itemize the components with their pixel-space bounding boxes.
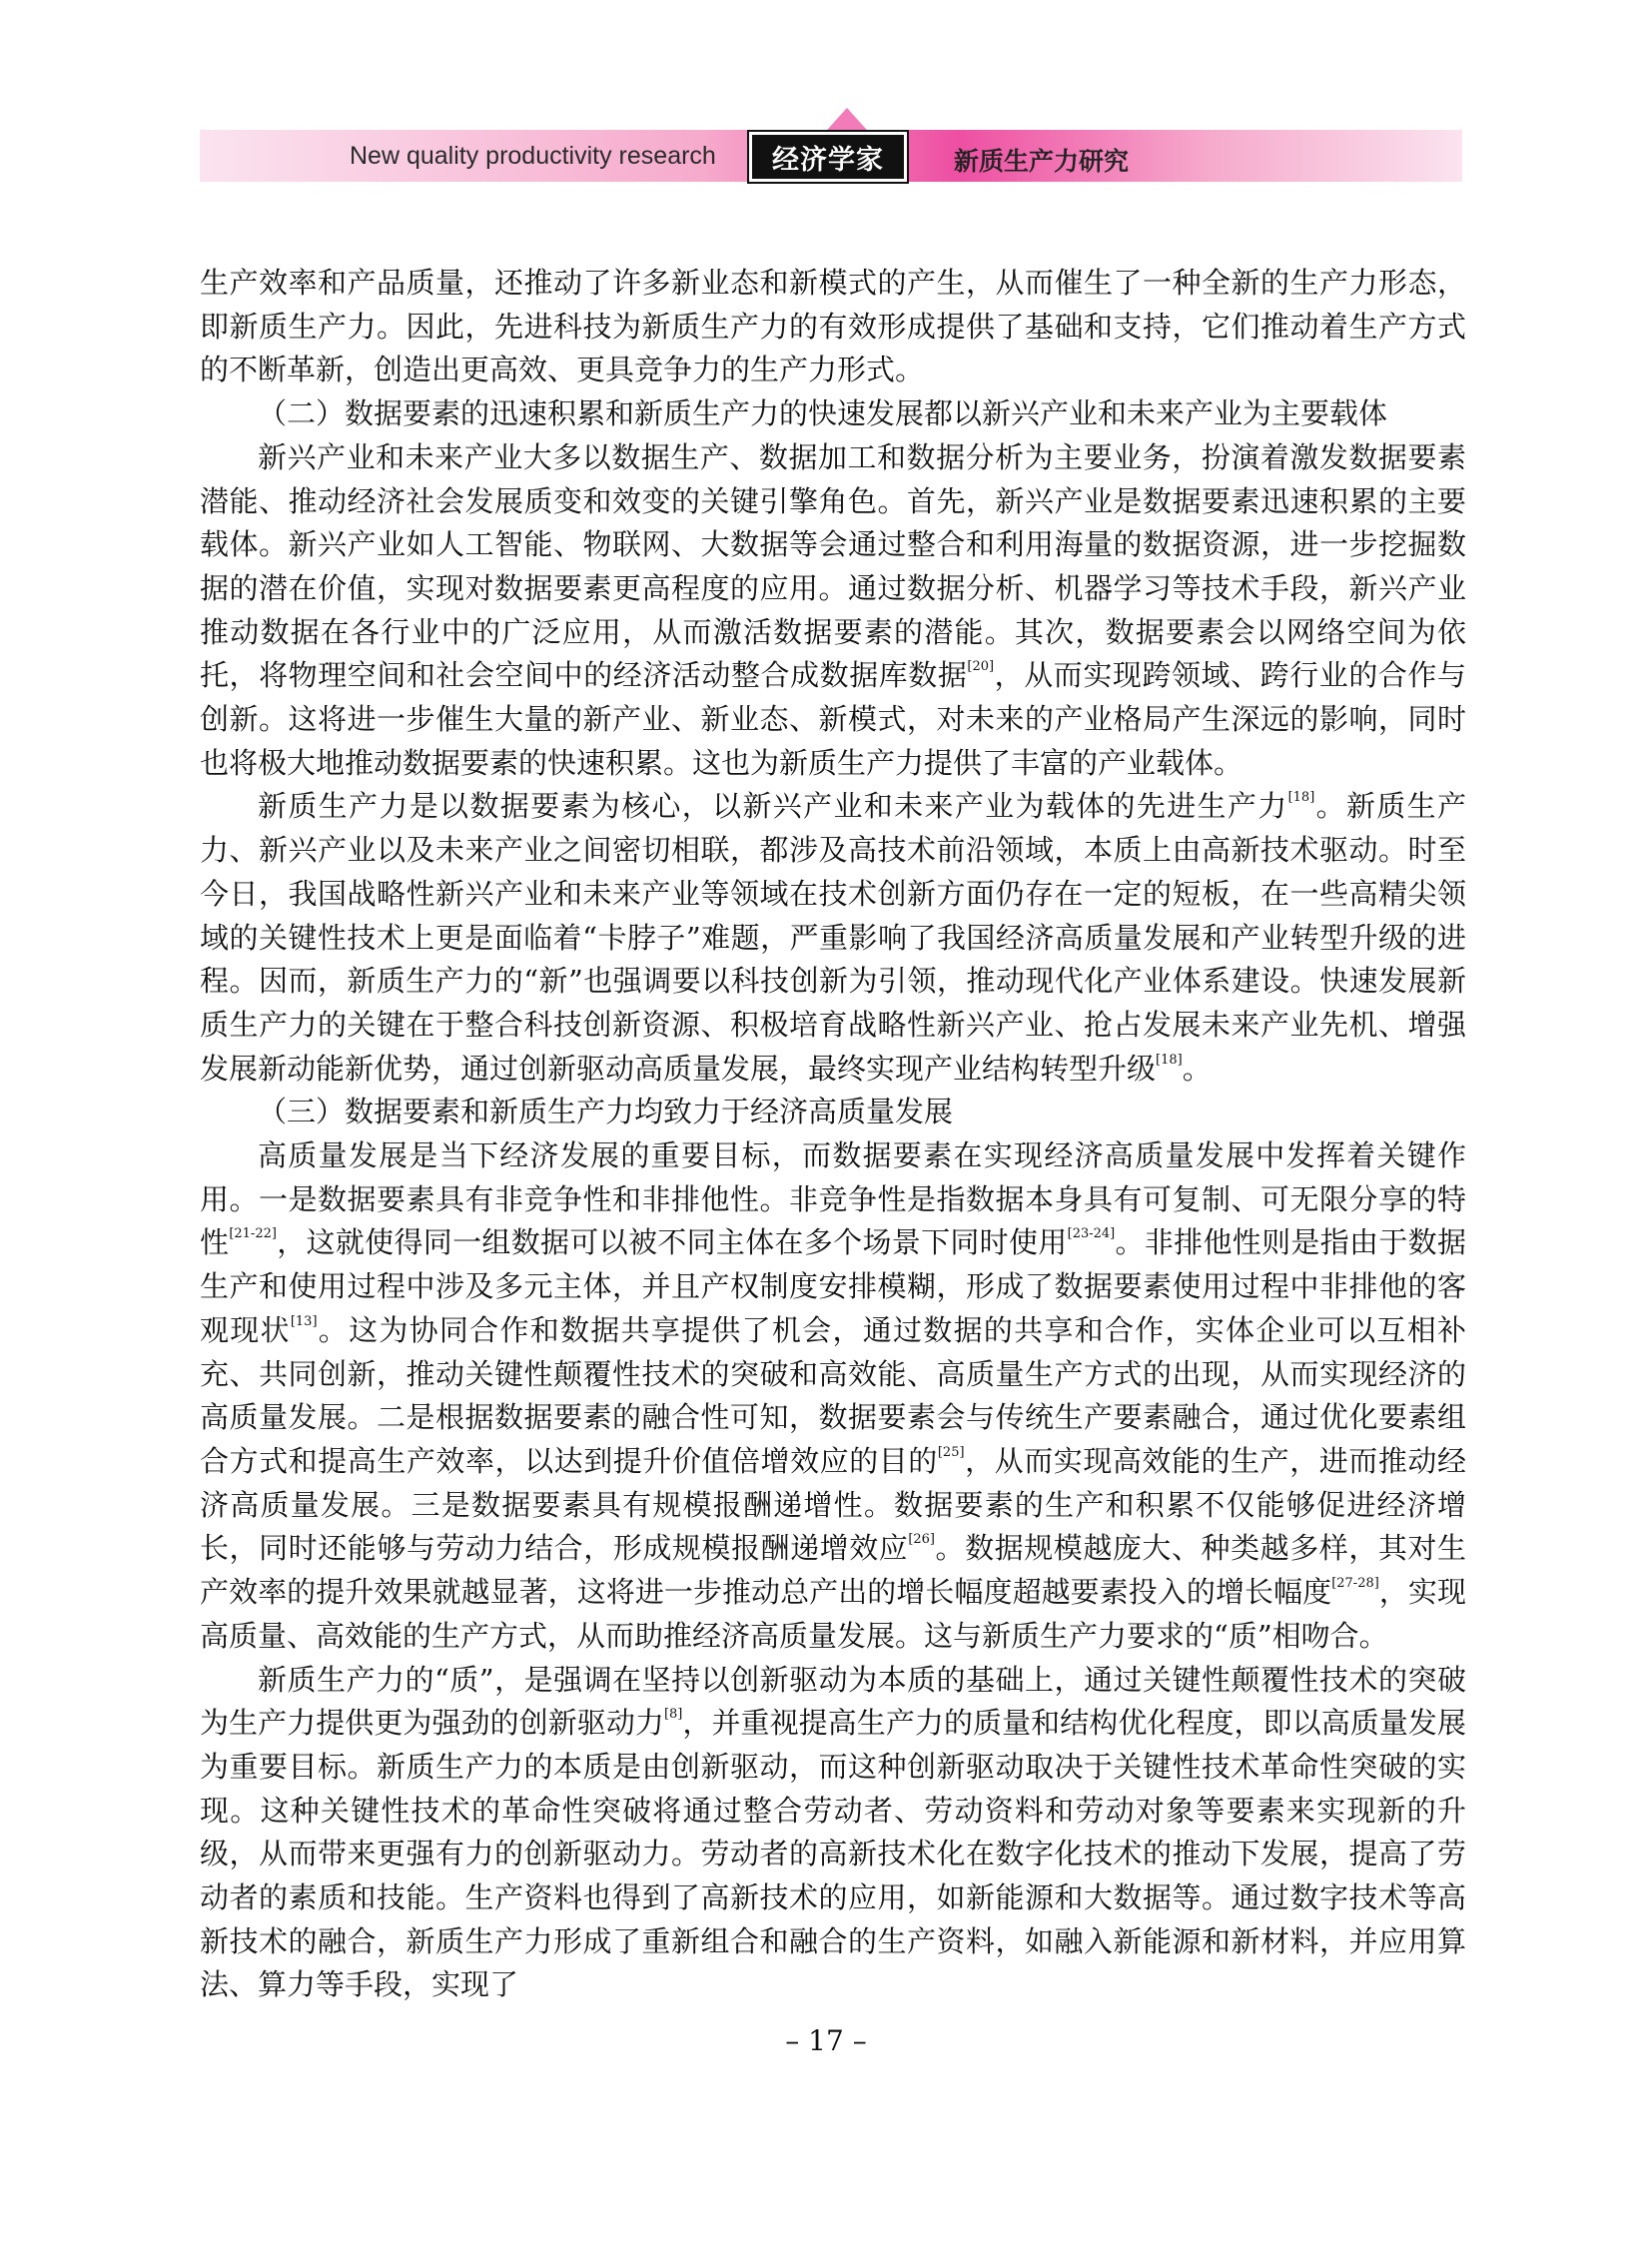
citation-ref: [23-24] — [1067, 1226, 1116, 1242]
journal-badge — [749, 132, 907, 182]
header-section-title: 新质生产力研究 — [954, 147, 1130, 176]
paragraph: 新质生产力是以数据要素为核心，以新兴产业和未来产业为载体的先进生产力[18]。新质生产力、新兴产业以及未来产业之间密切相联，都涉及高技术前沿领域，本质上由高新技术驱动。时至今日，我国战略性新兴产业和未来产业等领域在技术创新方面仍存在一定的短板，在一些高精尖领域的关键性技术上更是面临着“卡脖子”难题，严重影响了我国经济高质量发展和产业转型升级的进程。因而，新质生产力的“新”也强调要以科技创新为引领，推动现代化产业体系建设。快速发展新质生产力的关键在于整合科技创新资源、积极培育战略性新兴产业、抢占发展未来产业先机、增强发展新动能新优势，通过创新驱动高质量发展，最终实现产业结构转型升级[18]。 — [200, 789, 1466, 1086]
citation-ref: [25] — [937, 1444, 965, 1460]
paragraph-continuation: 生产效率和产品质量，还推动了许多新业态和新模式的产生，从而催生了一种全新的生产力形态，即新质生产力。因此，先进科技为新质生产力的有效形成提供了基础和支持，它们推动着生产方式的不断革新，创造出更高效、更具竞争力的生产力形式。 — [200, 266, 1466, 387]
citation-ref: [21-22] — [229, 1226, 277, 1242]
citation-ref: [26] — [908, 1532, 935, 1548]
paragraph: 新兴产业和未来产业大多以数据生产、数据加工和数据分析为主要业务，扮演着激发数据要素潜能、推动经济社会发展质变和效变的关键引擎角色。首先，新兴产业是数据要素迅速积累的主要载体。新兴产业如人工智能、物联网、大数据等会通过整合和利用海量的数据资源，进一步挖掘数据的潜在价值，实现对数据要素更高程度的应用。通过数据分析、机器学习等技术手段，新兴产业推动数据在各行业中的广泛应用，从而激活数据要素的潜能。其次，数据要素会以网络空间为依托，将物理空间和社会空间中的经济活动整合成数据库数据[20]，从而实现跨领域、跨行业的合作与创新。这将进一步催生大量的新产业、新业态、新模式，对未来的产业格局产生深远的影响，同时也将极大地推动数据要素的快速积累。这也为新质生产力提供了丰富的产业载体。 — [200, 439, 1466, 780]
citation-ref: [8] — [663, 1707, 683, 1723]
section-heading-2: （二）数据要素的迅速积累和新质生产力的快速发展都以新兴产业和未来产业为主要载体 — [258, 396, 1388, 431]
page-number: – 17 – — [785, 2024, 867, 2057]
paragraph: 新质生产力的“质”，是强调在坚持以创新驱动为本质的基础上，通过关键性颠覆性技术的突破为生产力提供更为强劲的创新驱动力[8]，并重视提高生产力的质量和结构优化程度，即以高质量发展为重要目标。新质生产力的本质是由创新驱动，而这种创新驱动取决于关键性技术革命性突破的实现。这种关键性技术的革命性突破将通过整合劳动者、劳动资料和劳动对象等要素来实现新的升级，从而带来更强有力的创新驱动力。劳动者的高新技术化在数字化技术的推动下发展，提高了劳动者的素质和技能。生产资料也得到了高新技术的应用，如新能源和大数据等。通过数字技术等高新技术的融合，新质生产力形成了重新组合和融合的生产资料，如融入新能源和新材料，并应用算法、算力等手段，实现了 — [200, 1662, 1466, 2002]
citation-ref: [27-28] — [1331, 1576, 1379, 1592]
header-english-title: New quality productivity research — [350, 142, 716, 170]
citation-ref: [18] — [1287, 790, 1315, 806]
article-body — [200, 262, 1466, 2007]
section-heading-3: （三）数据要素和新质生产力均致力于经济高质量发展 — [258, 1095, 954, 1129]
citation-ref: [13] — [290, 1313, 318, 1329]
paragraph: 高质量发展是当下经济发展的重要目标，而数据要素在实现经济高质量发展中发挥着关键作用。一是数据要素具有非竞争性和非排他性。非竞争性是指数据本身具有可复制、可无限分享的特性[21-22]，这就使得同一组数据可以被不同主体在多个场景下同时使用[23-24]。非排他性则是指由于数据生产和使用过程中涉及多元主体，并且产权制度安排模糊，形成了数据要素使用过程中非排他的客观现状[13]。这为协同合作和数据共享提供了机会，通过数据的共享和合作，实体企业可以互相补充、共同创新，推动关键性颠覆性技术的突破和高效能、高质量生产方式的出现，从而实现经济的高质量发展。二是根据数据要素的融合性可知，数据要素会与传统生产要素融合，通过优化要素组合方式和提高生产效率，以达到提升价值倍增效应的目的[25]，从而实现高效能的生产，进而推动经济高质量发展。三是数据要素具有规模报酬递增性。数据要素的生产和积累不仅能够促进经济增长，同时还能够与劳动力结合，形成规模报酬递增效应[26]。数据规模越庞大、种类越多样，其对生产效率的提升效果就越显著，这将进一步推动总产出的增长幅度超越要素投入的增长幅度[27-28]，实现高质量、高效能的生产方式，从而助推经济高质量发展。这与新质生产力要求的“质”相吻合。 — [200, 1138, 1466, 1653]
citation-ref: [20] — [967, 659, 995, 675]
citation-ref: [18] — [1156, 1052, 1183, 1068]
journal-name: 经济学家 — [772, 144, 884, 176]
